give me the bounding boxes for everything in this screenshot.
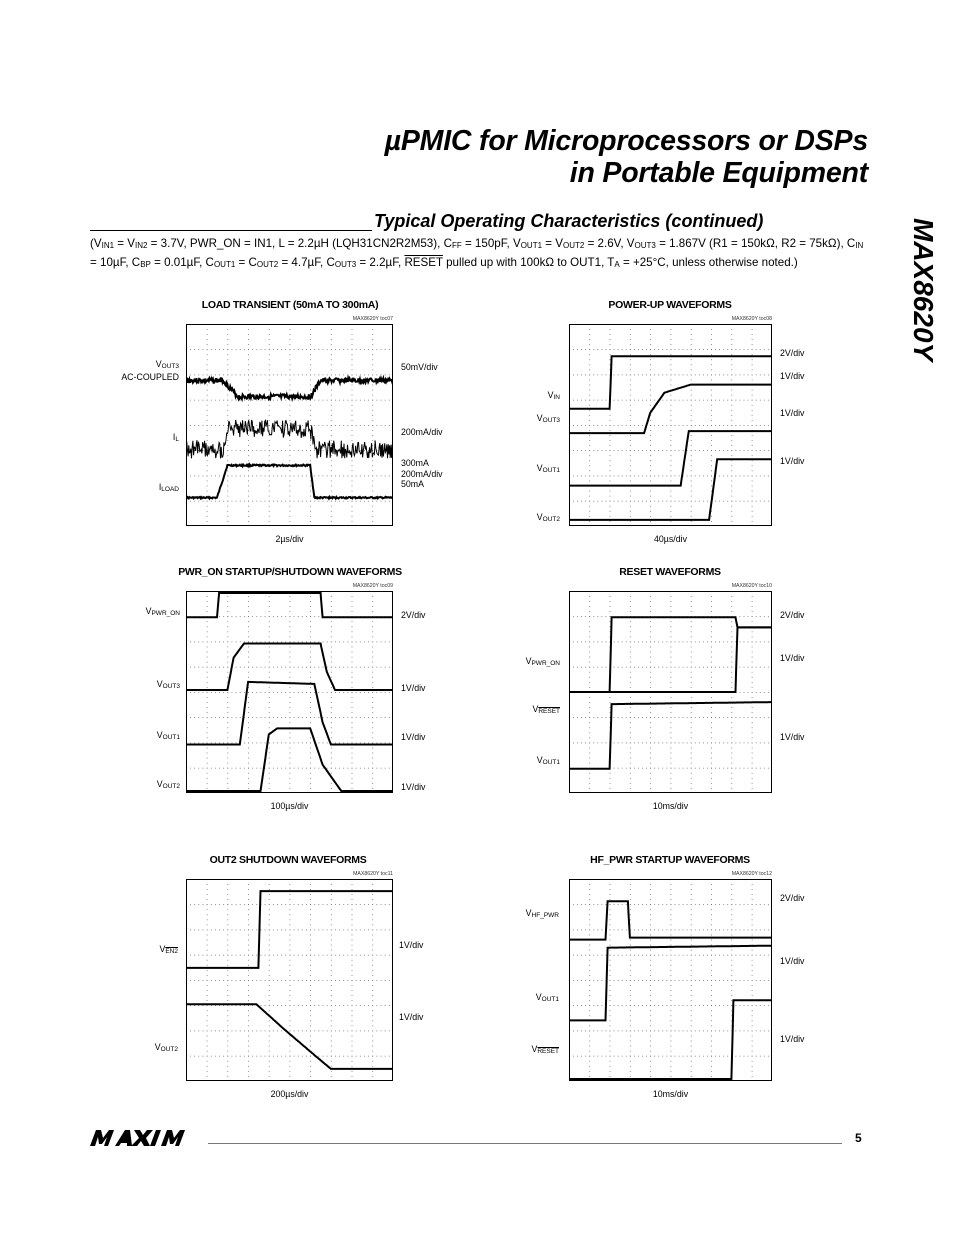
trace-label-main: V	[536, 512, 543, 522]
time-scale: 10ms/div	[652, 1089, 689, 1099]
trace-label-main: V	[536, 413, 543, 423]
trace-label	[159, 482, 179, 495]
waveform-trace	[186, 378, 393, 399]
graticule	[190, 884, 390, 1077]
trace-label-main: V	[525, 656, 532, 666]
time-scale: 40µs/div	[654, 534, 687, 544]
trace-label	[537, 755, 560, 768]
trace-label-sub: IN	[553, 394, 560, 401]
chart-code: MAX8620Y toc08	[731, 316, 772, 322]
trace-label-sub: OUT3	[162, 683, 180, 690]
trace-label	[537, 512, 560, 525]
footer-rule	[208, 1143, 842, 1144]
trace-label	[548, 390, 560, 403]
trace-scale: 2V/div	[780, 893, 805, 903]
trace-scale: 1V/div	[780, 1034, 805, 1044]
trace-scale: 1V/div	[401, 732, 426, 742]
trace-label-sub: OUT2	[160, 1046, 178, 1053]
trace-label	[537, 413, 560, 426]
waveform-trace	[569, 356, 772, 409]
side-part-number-text: MAX8620Y	[908, 218, 939, 362]
graticule	[573, 884, 769, 1077]
trace-label-sub: OUT2	[162, 783, 180, 790]
trace-label-sub: PWR_ON	[531, 660, 560, 667]
trace-label-main: V	[154, 1042, 161, 1052]
waveform-trace	[186, 1004, 393, 1069]
time-scale: 10ms/div	[652, 801, 689, 811]
chart-title: HF_PWR STARTUP WAVEFORMS	[590, 854, 750, 866]
time-scale: 2µs/div	[275, 534, 304, 544]
graticule	[190, 596, 390, 789]
trace-scale: 200mA/div	[401, 427, 443, 437]
trace-label-main: V	[525, 908, 532, 918]
trace-label	[531, 1044, 559, 1057]
chart-title: OUT2 SHUTDOWN WAVEFORMS	[209, 854, 367, 866]
page-title-line2: in Portable Equipment	[569, 157, 868, 189]
trace-scale: 2V/div	[401, 610, 426, 620]
trace-label-main: V	[156, 679, 163, 689]
trace-scale: 1V/div	[780, 732, 805, 742]
trace-label	[157, 779, 180, 792]
chart-title: RESET WAVEFORMS	[619, 566, 721, 578]
trace-label-extra: AC-COUPLED	[121, 372, 179, 382]
maxim-logo	[90, 1130, 200, 1146]
trace-label	[526, 908, 559, 921]
section-rule	[90, 230, 372, 231]
trace-label-main: V	[536, 463, 543, 473]
waveform-trace	[186, 682, 393, 745]
trace-label-main: V	[547, 390, 554, 400]
chart-code: MAX8620Y toc10	[731, 583, 772, 589]
trace-label-main: I	[172, 432, 176, 442]
trace-label-sub: OUT1	[542, 467, 560, 474]
trace-scale: 1V/div	[399, 1012, 424, 1022]
trace-label	[155, 1042, 178, 1055]
scope-plot	[569, 324, 772, 526]
trace-label-main: V	[535, 992, 542, 1002]
trace-scale: 1V/div	[780, 408, 805, 418]
trace-scale: 1V/div	[780, 956, 805, 966]
trace-label-sub: OUT1	[541, 996, 559, 1003]
trace-scale: 1V/div	[401, 683, 426, 693]
trace-label	[121, 359, 179, 382]
waveform-trace	[569, 901, 772, 939]
trace-label-main: V	[156, 730, 163, 740]
trace-label-sub: OUT3	[161, 363, 179, 370]
chart-title: POWER-UP WAVEFORMS	[608, 299, 732, 311]
trace-scale: 1V/div	[399, 940, 424, 950]
trace-scale: 1V/div	[780, 456, 805, 466]
waveform-trace	[569, 702, 772, 769]
trace-label	[537, 463, 560, 476]
trace-label-main: V	[155, 359, 162, 369]
trace-scale: 1V/div	[780, 371, 805, 381]
trace-label	[532, 704, 560, 717]
graticule	[190, 329, 390, 522]
trace-label-main: V	[145, 606, 152, 616]
waveform-trace	[569, 1000, 772, 1079]
time-scale: 200µs/div	[270, 1089, 309, 1099]
waveform-trace	[186, 465, 393, 499]
trace-label-main: V	[156, 779, 163, 789]
trace-label-sub: EN2	[165, 948, 178, 955]
waveform-trace	[569, 617, 772, 692]
scope-plot	[186, 591, 393, 793]
trace-label-sub: OUT1	[542, 759, 560, 766]
trace-scale: 1V/div	[780, 653, 805, 663]
page-number: 5	[855, 1131, 862, 1145]
section-heading: Typical Operating Characteristics (continued)	[374, 211, 764, 231]
trace-label	[526, 656, 560, 669]
trace-label-sub: OUT1	[162, 734, 180, 741]
trace-label-sub: OUT2	[542, 516, 560, 523]
chart-code: MAX8620Y toc09	[352, 583, 393, 589]
scope-plot	[569, 591, 772, 793]
trace-scale: 2V/div	[780, 348, 805, 358]
waveform-trace	[569, 946, 772, 1021]
scope-plot	[186, 879, 393, 1081]
page-title-line1: µPMIC for Microprocessors or DSPs	[384, 125, 868, 157]
trace-scale: 50mV/div	[401, 362, 438, 372]
trace-label	[146, 606, 180, 619]
trace-label-main: V	[531, 1044, 538, 1054]
trace-label-sub: RESET	[537, 1048, 559, 1055]
waveform-trace	[569, 459, 772, 520]
trace-label-sub: OUT3	[542, 417, 560, 424]
trace-label-main: V	[159, 944, 166, 954]
trace-label	[536, 992, 559, 1005]
scope-plot	[569, 879, 772, 1081]
trace-label-sub: RESET	[538, 708, 560, 715]
chart-title: LOAD TRANSIENT (50mA TO 300mA)	[201, 299, 379, 311]
chart-code: MAX8620Y toc11	[353, 871, 393, 877]
trace-label	[157, 679, 180, 692]
trace-label-sub: LOAD	[161, 486, 179, 493]
graticule	[573, 329, 769, 522]
time-scale: 100µs/div	[270, 801, 309, 811]
trace-scale: 1V/div	[401, 782, 426, 792]
trace-scale: 2V/div	[780, 610, 805, 620]
chart-code: MAX8620Y toc12	[731, 871, 772, 877]
chart-title: PWR_ON STARTUP/SHUTDOWN WAVEFORMS	[178, 566, 402, 578]
trace-label-main: V	[532, 704, 539, 714]
trace-label-sub: HF_PWR	[531, 912, 559, 919]
trace-label	[157, 730, 180, 743]
trace-label-main: V	[536, 755, 543, 765]
trace-label	[173, 432, 179, 445]
side-part-number	[900, 218, 946, 398]
scope-plot	[186, 324, 393, 526]
trace-label-sub: PWR_ON	[151, 610, 180, 617]
trace-label	[159, 944, 178, 957]
trace-label-sub: L	[175, 436, 179, 443]
trace-label-main: I	[158, 482, 162, 492]
chart-code: MAX8620Y toc07	[352, 316, 393, 322]
trace-scale: 300mA 200mA/div 50mA	[401, 458, 443, 489]
test-conditions: ($V_{IN1} = V_{IN2} = 3.7V$, PWR_ON = IN1, L = 2.2µH (LQH31CN2R2M53), $C_{FF} = 150pF$, $V_{OUT1} = V_{OUT2} = 2.6V$, $V_{OUT3} = 1.867V$ (R1 = 150kΩ, R2 = 75kΩ), $C_{IN} = 10\mu F$, $C_{BP} = 0.01\mu F$, $C_{OUT1} = C_{OUT2} = 4.7\mu F$, $C_{OUT3} = 2.2\mu F$, RESET pulled up with 100kΩ to OUT1, $T_A = +25^\circ C$, unless otherwise noted.)	[90, 237, 864, 269]
